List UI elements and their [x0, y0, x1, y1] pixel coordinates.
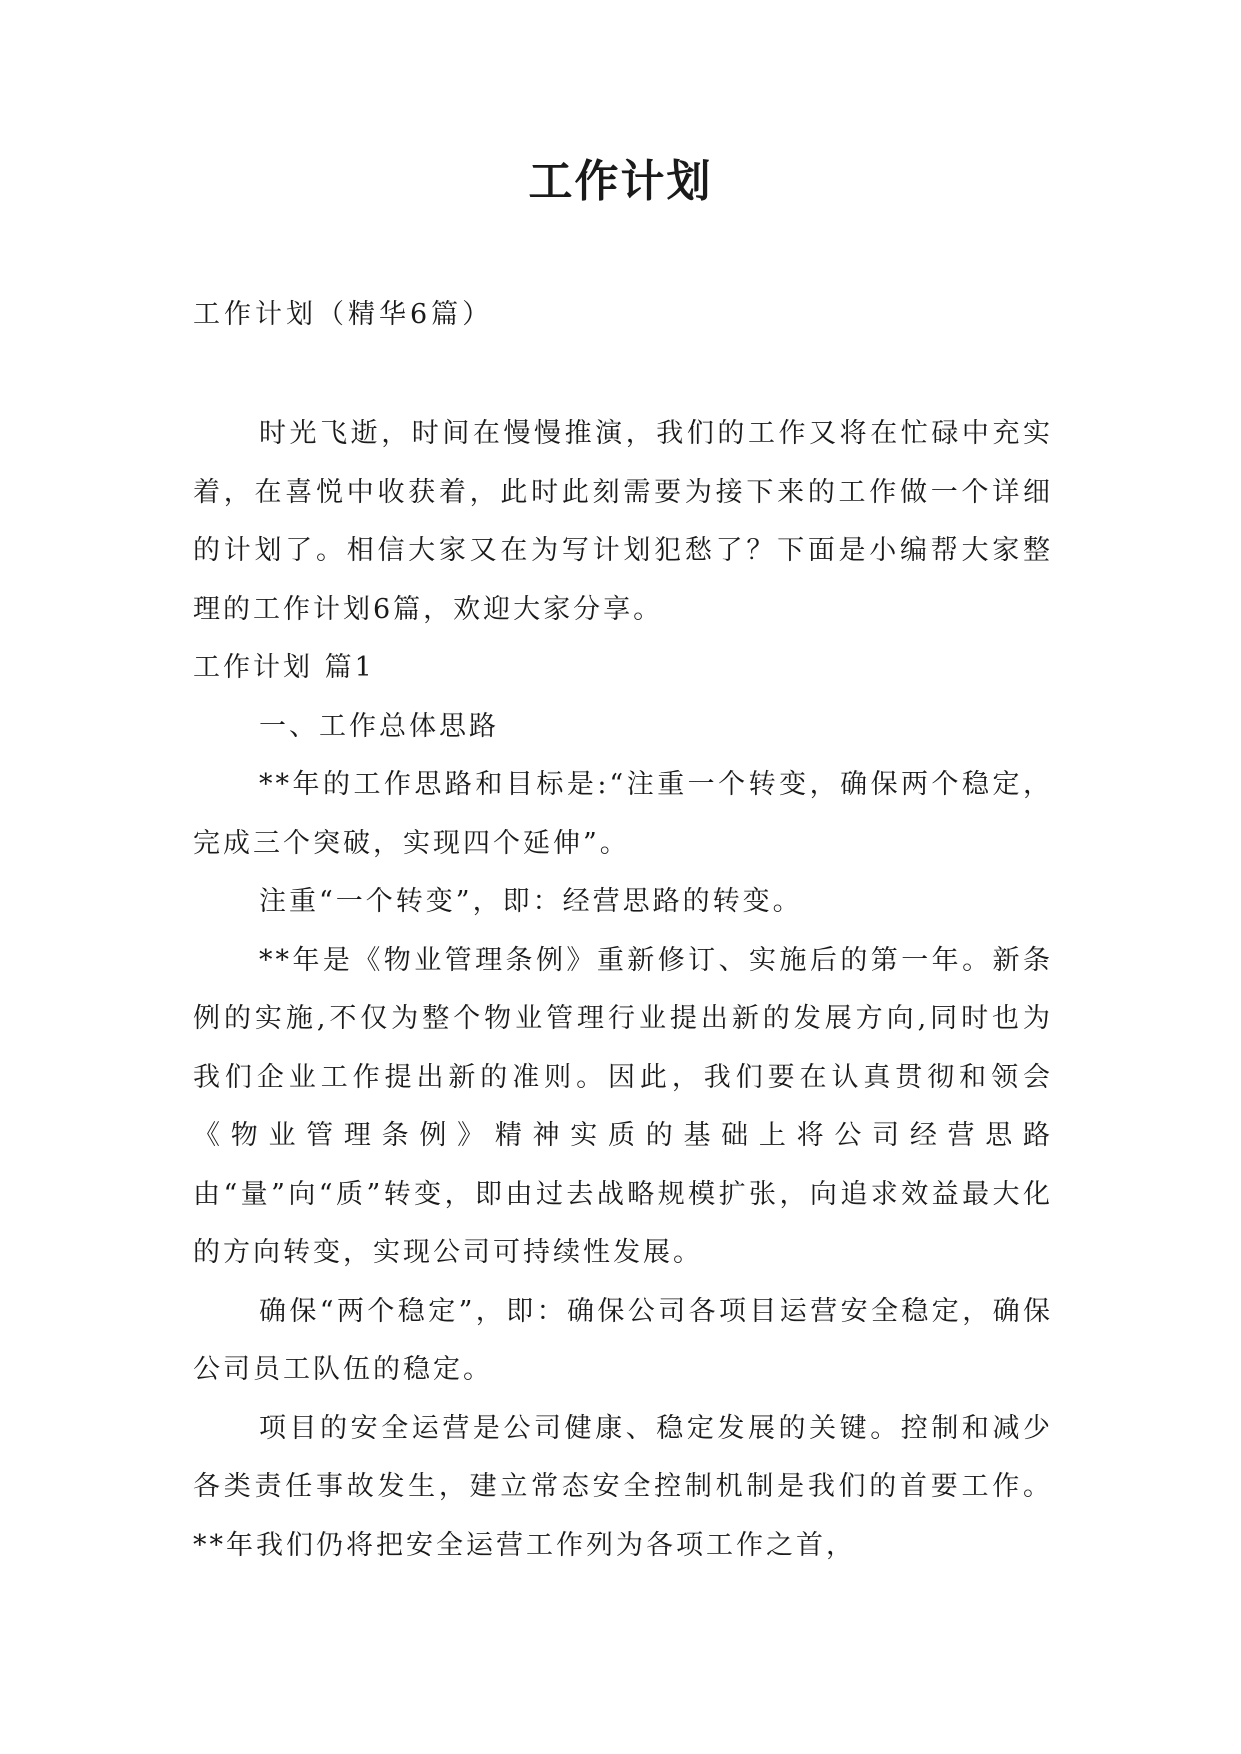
section-heading: 工作计划 篇1: [193, 652, 375, 683]
subsection-heading: 一、工作总体思路: [259, 710, 499, 742]
body-paragraph: 确保“两个稳定”，即：确保公司各项目运营安全稳定，确保公司员工队伍的稳定。: [193, 1295, 1053, 1385]
intro-paragraph: 时光飞逝，时间在慢慢推演，我们的工作又将在忙碌中充实着，在喜悦中收获着，此时此刻需要为接下来的工作做一个详细的计划了。相信大家又在为写计划犯愁了？下面是小编帮大家整理的工作计划6篇，欢迎大家分享。: [193, 418, 1053, 625]
body-paragraph: 项目的安全运营是公司健康、稳定发展的关键。控制和减少各类责任事故发生，建立常态安全控制机制是我们的首要工作。**年我们仍将把安全运营工作列为各项工作之首，: [193, 1412, 1053, 1561]
body-paragraph: **年的工作思路和目标是:“注重一个转变，确保两个稳定，完成三个突破，实现四个延伸”。: [193, 769, 1053, 859]
document-title: 工作计划: [528, 156, 713, 207]
document-body: [193, 405, 1053, 1575]
body-paragraph: 注重“一个转变”，即：经营思路的转变。: [259, 886, 803, 917]
body-paragraph: **年是《物业管理条例》重新修订、实施后的第一年。新条例的实施,不仅为整个物业管理行业提出新的发展方向,同时也为我们企业工作提出新的准则。因此，我们要在认真贯彻和领会《物业管理条例》精神实质的基础上将公司经营思路由“量”向“质”转变，即由过去战略规模扩张，向追求效益最大化的方向转变，实现公司可持续性发展。: [193, 944, 1053, 1268]
document-subtitle: 工作计划（精华6篇）: [193, 299, 494, 330]
